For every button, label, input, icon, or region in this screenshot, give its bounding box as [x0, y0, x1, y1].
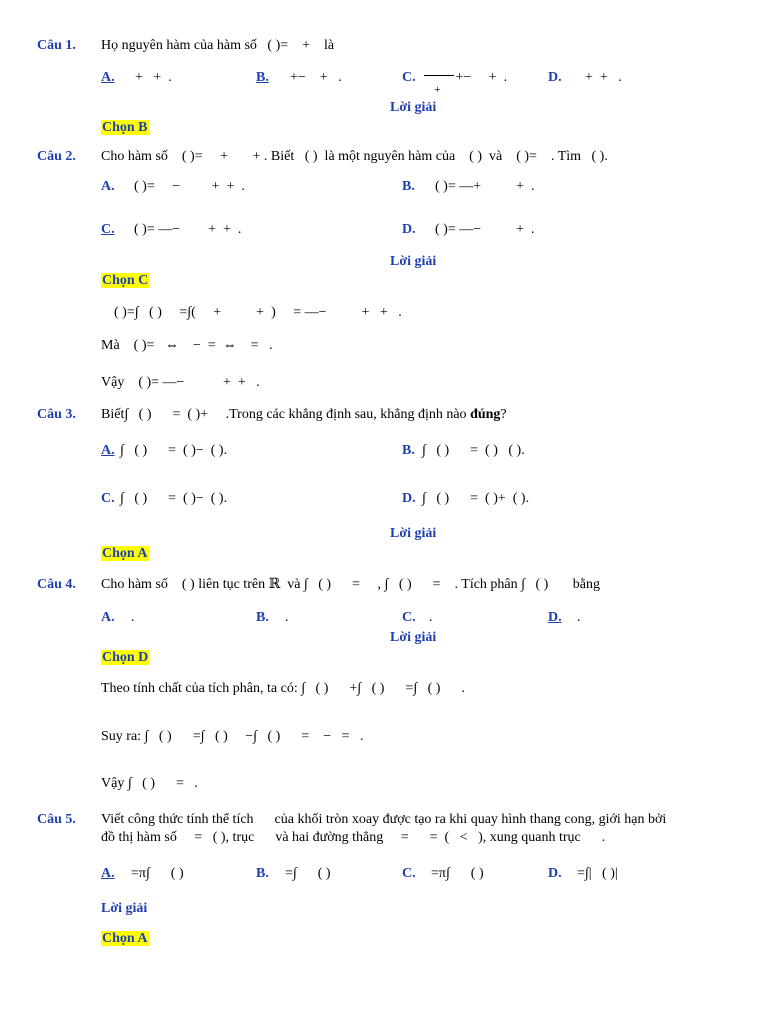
question-5-stem-line-2: đồ thị hàm số = ( ), trục và hai đường thẳng = = ( < ), xung quanh trục .	[101, 830, 606, 845]
question-1-option-d: + + .	[578, 70, 622, 85]
question-4-work-line-1: Theo tính chất của tích phân, ta có: ∫ ( ) +∫ ( ) =∫ ( ) .	[101, 681, 465, 696]
question-1-solution-label: Lời giải	[390, 100, 437, 115]
question-5-option-c-label: C.	[402, 866, 416, 881]
question-4-option-b-label: B.	[256, 610, 269, 625]
question-4-option-c: .	[422, 610, 433, 625]
question-5-option-b-label: B.	[256, 866, 269, 881]
question-2-option-c: ( )= —− + + .	[134, 222, 242, 237]
question-2-choice: Chọn C	[102, 273, 149, 288]
question-4-stem: Cho hàm số ( ) liên tục trên ℝ và ∫ ( ) = , ∫ ( ) = . Tích phân ∫ ( ) bằng	[101, 577, 601, 592]
question-3-option-d: ∫ ( ) = ( )+ ( ).	[422, 491, 530, 506]
question-2-work-line-2: Mà ( )= ⇔ − = ⇔ = .	[101, 338, 273, 353]
question-3-label: Câu 3.	[37, 407, 76, 422]
question-4-option-d-label: D.	[548, 610, 562, 625]
question-2-stem: Cho hàm số ( )= + + . Biết ( ) là một nguyên hàm của ( ) và ( )= . Tìm ( ).	[101, 149, 608, 164]
question-3-stem-end: ?	[500, 407, 507, 422]
question-1-label: Câu 1.	[37, 38, 76, 53]
question-4-option-a: .	[124, 610, 135, 625]
question-1-option-b: +− + .	[290, 70, 342, 85]
question-3-option-a: ∫ ( ) = ( )− ( ).	[120, 443, 228, 458]
question-4-solution-label: Lời giải	[390, 630, 437, 645]
question-1-choice: Chọn B	[102, 120, 148, 135]
question-4-work-line-3: Vậy ∫ ( ) = .	[101, 776, 198, 791]
question-5-option-d: =∫| ( )|	[570, 866, 618, 881]
question-1-option-c-label: C.	[402, 70, 416, 85]
question-2-option-d-label: D.	[402, 222, 416, 237]
question-2-option-b-label: B.	[402, 179, 415, 194]
question-4-option-b: .	[278, 610, 289, 625]
question-3-option-b: ∫ ( ) = ( ) ( ).	[422, 443, 525, 458]
question-5-option-d-label: D.	[548, 866, 562, 881]
question-2-option-a-label: A.	[101, 179, 115, 194]
question-1-option-a: + + .	[128, 70, 172, 85]
question-4-label: Câu 4.	[37, 577, 76, 592]
question-5-choice: Chọn A	[102, 931, 148, 946]
question-2-work-line-3: Vậy ( )= —− + + .	[101, 375, 260, 390]
question-3-option-b-label: B.	[402, 443, 415, 458]
question-5-option-a: =π∫ ( )	[124, 866, 184, 881]
question-3-stem	[101, 406, 507, 424]
question-5-option-c: =π∫ ( )	[424, 866, 484, 881]
question-3-option-a-label: A.	[101, 443, 115, 458]
question-1-option-c-denominator: +	[434, 82, 441, 96]
question-1-stem: Họ nguyên hàm của hàm số ( )= + là	[101, 38, 335, 53]
question-3-stem-text: Biết∫ ( ) = ( )+ .Trong các khẳng định sau, khẳng định nào	[101, 407, 471, 422]
question-1-option-b-label: B.	[256, 70, 269, 85]
question-2-work-line-1: ( )=∫ ( ) =∫( + + ) = —− + + .	[114, 305, 402, 320]
question-4-choice: Chọn D	[102, 650, 149, 665]
question-3-stem-bold: đúng	[470, 407, 501, 422]
question-2-option-a: ( )= − + + .	[134, 179, 245, 194]
question-1-option-a-label: A.	[101, 70, 115, 85]
question-2-option-c-label: C.	[101, 222, 115, 237]
question-2-option-d: ( )= —− + .	[435, 222, 535, 237]
question-4-option-a-label: A.	[101, 610, 115, 625]
question-3-option-d-label: D.	[402, 491, 416, 506]
question-2-solution-label: Lời giải	[390, 254, 437, 269]
question-2-label: Câu 2.	[37, 149, 76, 164]
question-4-option-d: .	[570, 610, 581, 625]
question-3-choice: Chọn A	[102, 546, 148, 561]
question-3-option-c: ∫ ( ) = ( )− ( ).	[120, 491, 228, 506]
question-5-label: Câu 5.	[37, 812, 76, 827]
question-5-option-b: =∫ ( )	[278, 866, 331, 881]
question-1-option-d-label: D.	[548, 70, 562, 85]
question-1-option-c: +− + .	[424, 70, 508, 85]
question-5-stem-line-1: Viết công thức tính thể tích của khối tròn xoay được tạo ra khi quay hình thang cong, giới hạn bởi	[101, 812, 667, 827]
question-5-option-a-label: A.	[101, 866, 115, 881]
question-4-option-c-label: C.	[402, 610, 416, 625]
question-3-solution-label: Lời giải	[390, 526, 437, 541]
question-2-option-b: ( )= —+ + .	[435, 179, 535, 194]
question-4-work-line-2: Suy ra: ∫ ( ) =∫ ( ) −∫ ( ) = − = .	[101, 729, 364, 744]
question-5-solution-label: Lời giải	[101, 901, 148, 916]
question-3-option-c-label: C.	[101, 491, 115, 506]
